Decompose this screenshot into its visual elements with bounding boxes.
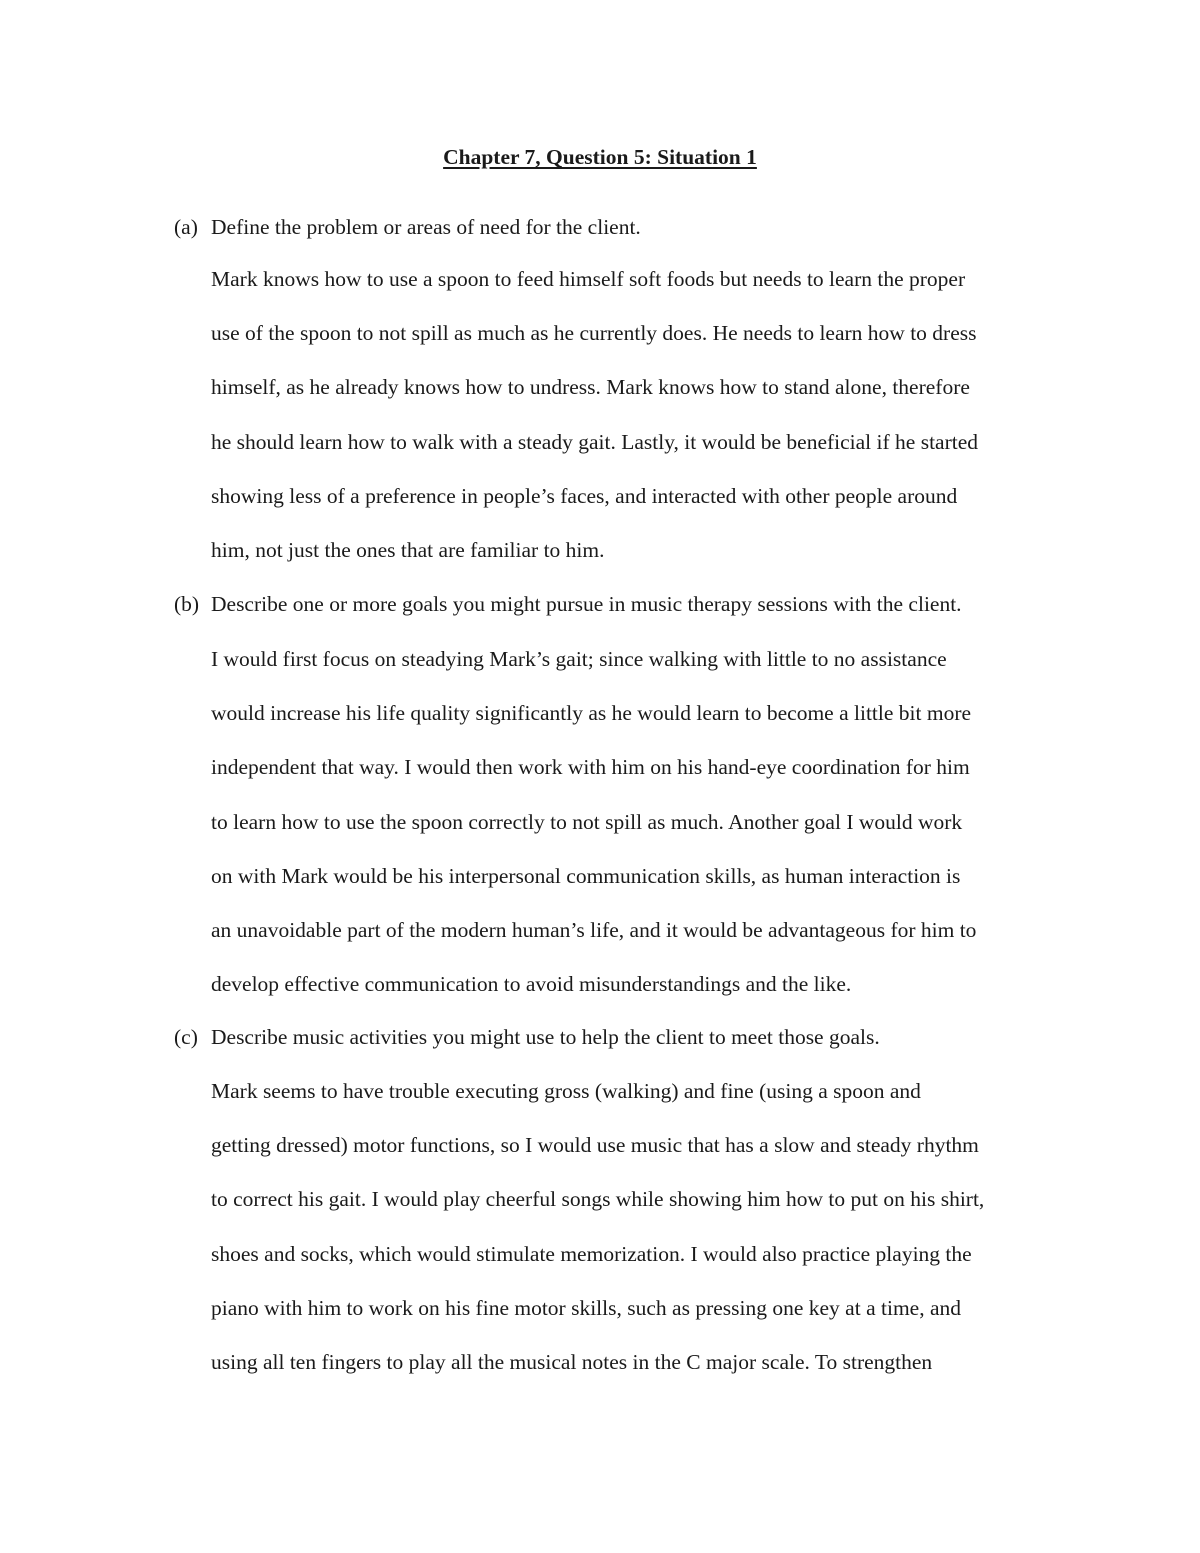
answer-a	[211, 252, 1081, 577]
answer-line: on with Mark would be his interpersonal communication skills, as human interaction is	[211, 863, 961, 888]
answer-line: would increase his life quality significantly as he would learn to become a little bit more	[211, 701, 972, 726]
answer-line: himself, as he already knows how to undress. Mark knows how to stand alone, therefore	[211, 375, 970, 400]
answer-line: develop effective communication to avoid misunderstandings and the like.	[211, 972, 852, 997]
question-text: Describe music activities you might use to help the client to meet those goals.	[211, 1025, 880, 1049]
question-a	[174, 211, 641, 243]
question-label: (b)	[174, 592, 200, 616]
question-label: (c)	[174, 1025, 198, 1049]
answer-line: showing less of a preference in people’s faces, and interacted with other people around	[211, 483, 958, 508]
question-text: Describe one or more goals you might pursue in music therapy sessions with the client.	[211, 592, 962, 616]
answer-line: an unavoidable part of the modern human’s life, and it would be advantageous for him to	[211, 918, 977, 943]
answer-line: him, not just the ones that are familiar to him.	[211, 538, 605, 563]
answer-line: I would first focus on steadying Mark’s gait; since walking with little to no assistance	[211, 647, 947, 671]
question-text: Define the problem or areas of need for the client.	[211, 215, 641, 239]
page-title: Chapter 7, Question 5: Situation 1	[443, 145, 757, 169]
answer-line: Mark seems to have trouble executing gross (walking) and fine (using a spoon and	[211, 1079, 921, 1103]
answer-c	[211, 1064, 1081, 1389]
answer-line: he should learn how to walk with a steady gait. Lastly, it would be beneficial if he started	[211, 429, 979, 454]
answer-line: independent that way. I would then work with him on his hand-eye coordination for him	[211, 755, 970, 780]
answer-line: using all ten fingers to play all the musical notes in the C major scale. To strengthen	[211, 1350, 933, 1375]
answer-b	[211, 632, 1081, 1011]
question-b	[174, 588, 962, 620]
answer-line: piano with him to work on his fine motor skills, such as pressing one key at a time, and	[211, 1295, 962, 1320]
answer-line: use of the spoon to not spill as much as he currently does. He needs to learn how to dress	[211, 321, 977, 346]
answer-line: getting dressed) motor functions, so I would use music that has a slow and steady rhythm	[211, 1133, 979, 1158]
answer-line: to learn how to use the spoon correctly to not spill as much. Another goal I would work	[211, 809, 963, 834]
question-label: (a)	[174, 215, 198, 239]
question-c	[174, 1021, 880, 1053]
answer-line: to correct his gait. I would play cheerful songs while showing him how to put on his shirt,	[211, 1187, 985, 1212]
answer-line: Mark knows how to use a spoon to feed himself soft foods but needs to learn the proper	[211, 267, 966, 291]
answer-line: shoes and socks, which would stimulate memorization. I would also practice playing the	[211, 1241, 972, 1266]
